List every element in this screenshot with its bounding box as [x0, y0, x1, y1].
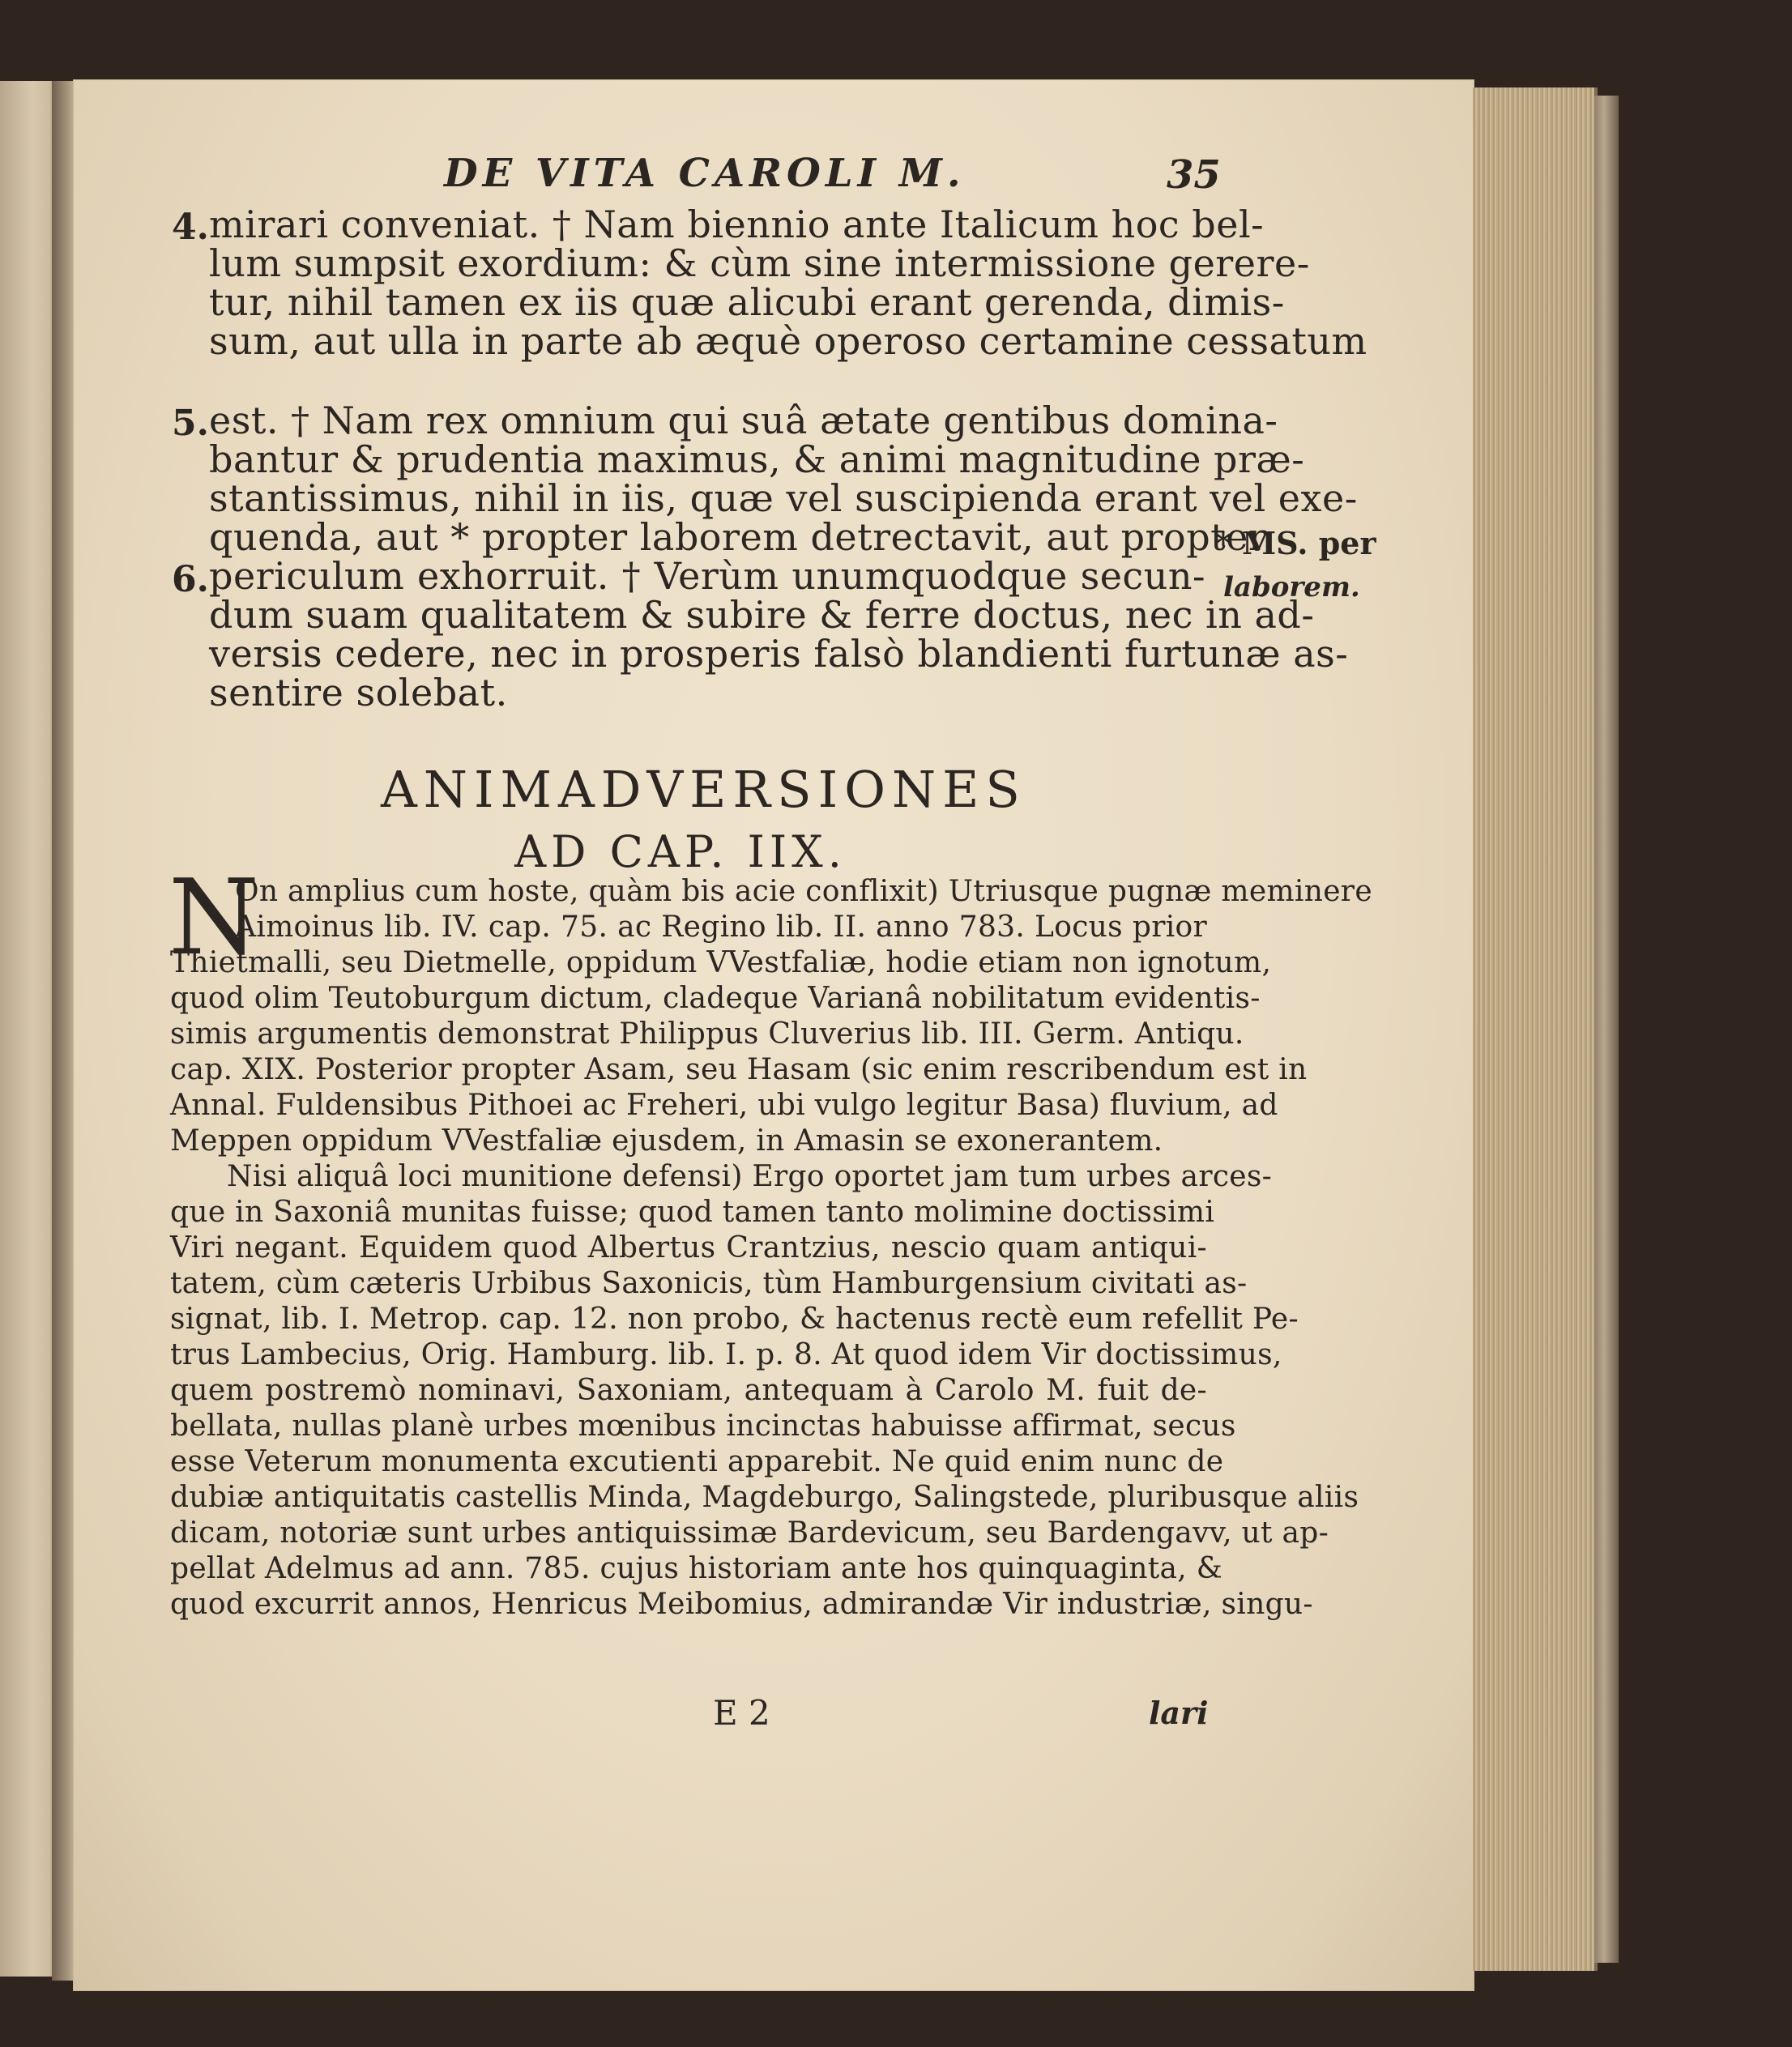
running-header: DE VITA CAROLI M.: [444, 151, 966, 196]
signature-mark: E 2: [713, 1693, 770, 1733]
book-binding: [1594, 96, 1619, 1963]
page-number: 35: [1167, 152, 1221, 198]
note-line: trus Lambecius, Orig. Hamburg. lib. I. p. 8. At quod idem Vir doctissimus,: [170, 1338, 1282, 1371]
note-line: cap. XIX. Posterior propter Asam, seu Hasam (sic enim rescribendum est in: [170, 1053, 1308, 1086]
body-line: versis cedere, nec in prosperis falsò blandienti furtunæ as-: [209, 632, 1349, 676]
note-line: dicam, notoriæ sunt urbes antiquissimæ Bardevicum, seu Bardengavv, ut ap-: [170, 1516, 1329, 1550]
note-line: Annal. Fuldensibus Pithoei ac Freheri, ubi vulgo legitur Basa) fluvium, ad: [170, 1089, 1278, 1122]
note-line: On amplius cum hoste, quàm bis acie conflixit) Utriusque pugnæ meminere: [235, 875, 1372, 908]
note-line: dubiæ antiquitatis castellis Minda, Magdeburgo, Salingstede, pluribusque aliis: [170, 1481, 1359, 1514]
body-line: periculum exhorruit. † Verùm unumquodque secun-: [209, 554, 1205, 598]
note-line: pellat Adelmus ad ann. 785. cujus historiam ante hos quinquaginta, &: [170, 1552, 1223, 1585]
body-line: mirari conveniat. † Nam biennio ante Italicum hoc bel-: [209, 203, 1265, 246]
section-heading: ANIMADVERSIONES: [381, 760, 1026, 819]
margin-note: * MS. per: [1215, 525, 1376, 561]
note-line: Meppen oppidum VVestfaliæ ejusdem, in Amasin se exonerantem.: [170, 1124, 1163, 1158]
body-line: lum sumpsit exordium: & cùm sine intermissione gerere-: [209, 241, 1310, 285]
note-line: simis argumentis demonstrat Philippus Cluverius lib. III. Germ. Antiqu.: [170, 1017, 1244, 1051]
drop-cap: N: [169, 858, 259, 979]
body-line: tur, nihil tamen ex iis quæ alicubi erant gerenda, dimis-: [209, 280, 1285, 324]
note-line: Nisi aliquâ loci munitione defensi) Ergo oportet jam tum urbes arces-: [227, 1160, 1273, 1193]
catchword: lari: [1149, 1695, 1209, 1731]
body-line: bantur & prudentia maximus, & animi magnitudine præ-: [209, 437, 1305, 481]
margin-number: 5.: [172, 403, 209, 444]
note-line: Aimoinus lib. IV. cap. 75. ac Regino lib. II. anno 783. Locus prior: [235, 910, 1207, 944]
note-line: que in Saxoniâ munitas fuisse; quod tamen tanto molimine doctissimi: [170, 1196, 1215, 1229]
note-line: bellata, nullas planè urbes mœnibus incinctas habuisse affirmat, secus: [170, 1409, 1236, 1443]
note-line: quod excurrit annos, Henricus Meibomius, admirandæ Vir industriæ, singu-: [170, 1588, 1313, 1621]
note-line: tatem, cùm cæteris Urbibus Saxonicis, tùm Hamburgensium civitati as-: [170, 1267, 1248, 1300]
note-line: quem postremò nominavi, Saxoniam, antequam à Carolo M. fuit de-: [170, 1374, 1207, 1407]
left-page-edge: [0, 81, 58, 1977]
note-line: Thietmalli, seu Dietmelle, oppidum VVestfaliæ, hodie etiam non ignotum,: [170, 946, 1272, 979]
body-line: dum suam qualitatem & subire & ferre doctus, nec in ad-: [209, 593, 1315, 637]
note-line: quod olim Teutoburgum dictum, cladeque Varianâ nobilitatum evidentis-: [170, 982, 1261, 1015]
body-line: est. † Nam rex omnium qui suâ ætate gentibus domina-: [209, 399, 1278, 442]
section-subheading: AD CAP. IIX.: [514, 826, 847, 877]
note-line: signat, lib. I. Metrop. cap. 12. non probo, & hactenus rectè eum refellit Pe-: [170, 1303, 1299, 1336]
page-fore-edge: [1473, 87, 1598, 1971]
body-line: stantissimus, nihil in iis, quæ vel suscipienda erant vel exe-: [209, 476, 1358, 520]
margin-note: laborem.: [1223, 571, 1360, 603]
body-line: sum, aut ulla in parte ab æquè operoso certamine cessatum: [209, 319, 1367, 363]
body-line: sentire solebat.: [209, 671, 508, 714]
margin-number: 4.: [172, 207, 209, 248]
note-line: esse Veterum monumenta excutienti apparebit. Ne quid enim nunc de: [170, 1445, 1224, 1478]
body-line: quenda, aut * propter laborem detrectavit, aut propter: [209, 515, 1267, 559]
note-line: Viri negant. Equidem quod Albertus Crantzius, nescio quam antiqui-: [170, 1231, 1207, 1264]
margin-number: 6.: [172, 559, 209, 600]
